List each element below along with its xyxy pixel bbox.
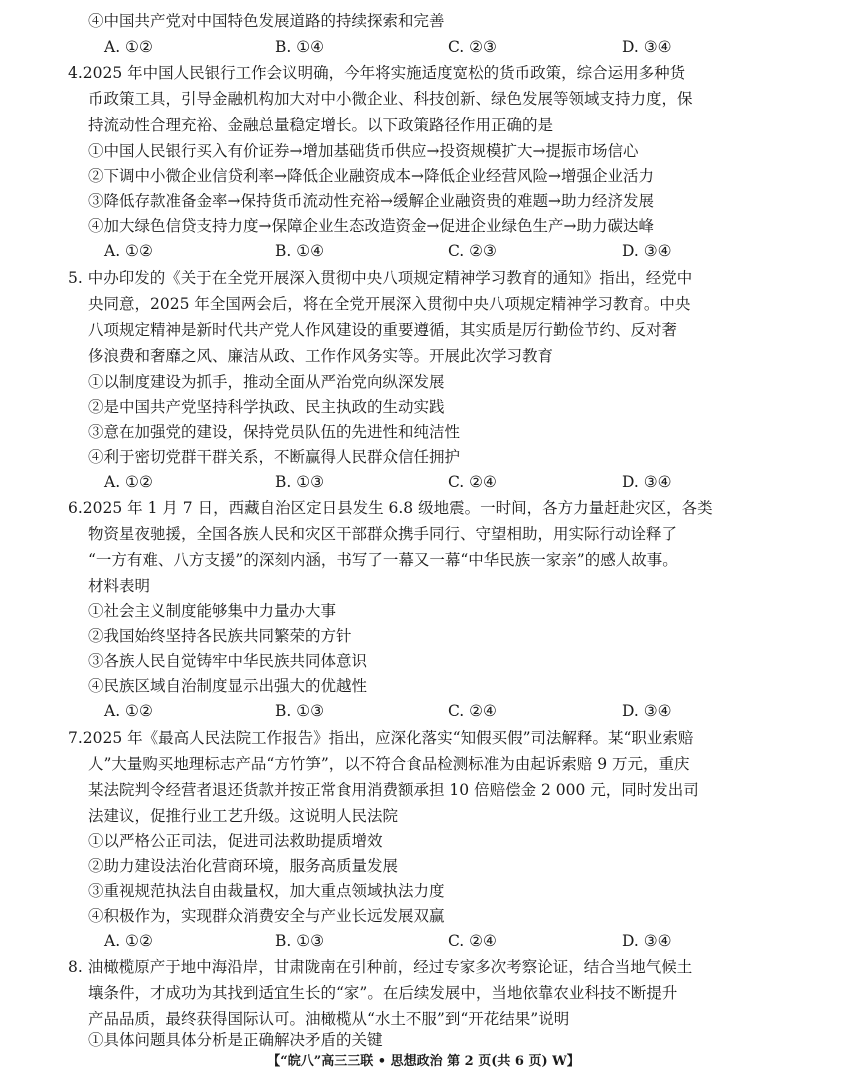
option-line: ①具体问题具体分析是正确解决矛盾的关键 — [88, 1031, 383, 1049]
answer-choices — [0, 471, 847, 493]
choice-c[interactable]: C. ②④ — [448, 702, 497, 720]
question-5-stem: 央同意，2025 年全国两会后，将在全党开展深入贯彻中央八项规定精神学习教育。中央 — [88, 295, 691, 313]
choice-b[interactable]: B. ①④ — [275, 38, 325, 56]
option-line: ③重视规范执法自由裁量权，加大重点领域执法力度 — [88, 882, 445, 900]
option-line: ②下调中小微企业信贷利率→降低企业融资成本→降低企业经营风险→增强企业活力 — [88, 167, 654, 185]
choice-a[interactable]: A. ①② — [104, 702, 153, 720]
option-line: ②助力建设法治化营商环境，服务高质量发展 — [88, 857, 399, 875]
question-5-stem: 5. 中办印发的《关于在全党开展深入贯彻中央八项规定精神学习教育的通知》指出，经党中 — [68, 269, 693, 287]
option-line: ④加大绿色信贷支持力度→保障企业生态改造资金→促进企业绿色生产→助力碳达峰 — [88, 217, 654, 235]
question-8-stem: 壤条件，才成功为其找到适宜生长的“家”。在后续发展中，当地依靠农业科技不断提升 — [88, 984, 678, 1002]
page-footer: 【“皖八”高三三联 • 思想政治 第 2 页(共 6 页) W】 — [267, 1054, 580, 1069]
option-line: ④利于密切党群干群关系，不断赢得人民群众信任拥护 — [88, 448, 461, 466]
choice-d[interactable]: D. ③④ — [622, 38, 672, 56]
question-6-stem: 物资星夜驰援，全国各族人民和灾区干部群众携手同行、守望相助，用实际行动诠释了 — [88, 525, 678, 543]
question-8-stem: 8. 油橄榄原产于地中海沿岸，甘肃陇南在引种前，经过专家多次考察论证，结合当地气候土 — [68, 958, 693, 976]
option-line: ④中国共产党对中国特色发展道路的持续探索和完善 — [88, 12, 445, 30]
option-line: ②我国始终坚持各民族共同繁荣的方针 — [88, 627, 352, 645]
answer-choices — [0, 36, 847, 58]
choice-c[interactable]: C. ②③ — [448, 38, 497, 56]
option-line: ③各族人民自觉铸牢中华民族共同体意识 — [88, 652, 368, 670]
choice-b[interactable]: B. ①④ — [275, 242, 325, 260]
choice-d[interactable]: D. ③④ — [622, 932, 672, 950]
question-6-stem: 6.2025 年 1 月 7 日，西藏自治区定日县发生 6.8 级地震。一时间，各方力量赶赴灾区，各类 — [68, 499, 713, 517]
choice-a[interactable]: A. ①② — [104, 38, 153, 56]
option-line: ③降低存款准备金率→保持货币流动性充裕→缓解企业融资贵的难题→助力经济发展 — [88, 192, 654, 210]
question-6-stem: 材料表明 — [88, 577, 151, 595]
choice-a[interactable]: A. ①② — [104, 932, 153, 950]
choice-a[interactable]: A. ①② — [104, 473, 153, 491]
question-7-stem: 某法院判令经营者退还货款并按正常食用消费额承担 10 倍赔偿金 2 000 元，同时发出司 — [88, 781, 699, 799]
question-5-stem: 侈浪费和奢靡之风、廉洁从政、工作作风务实等。开展此次学习教育 — [88, 347, 554, 365]
choice-c[interactable]: C. ②③ — [448, 242, 497, 260]
question-7-stem: 人”大量购买地理标志产品“方竹笋”，以不符合食品检测标准为由起诉索赔 9 万元，重庆 — [88, 755, 690, 773]
question-4-stem: 币政策工具，引导金融机构加大对中小微企业、科技创新、绿色发展等领域支持力度，保 — [88, 90, 693, 108]
answer-choices — [0, 240, 847, 262]
choice-c[interactable]: C. ②④ — [448, 473, 497, 491]
choice-d[interactable]: D. ③④ — [622, 702, 672, 720]
choice-b[interactable]: B. ①③ — [275, 473, 325, 491]
option-line: ①以严格公正司法，促进司法救助提质增效 — [88, 832, 383, 850]
option-line: ②是中国共产党坚持科学执政、民主执政的生动实践 — [88, 398, 445, 416]
choice-a[interactable]: A. ①② — [104, 242, 153, 260]
choice-c[interactable]: C. ②④ — [448, 932, 497, 950]
choice-b[interactable]: B. ①③ — [275, 702, 325, 720]
answer-choices — [0, 930, 847, 952]
question-4-stem: 持流动性合理充裕、金融总量稳定增长。以下政策路径作用正确的是 — [88, 116, 554, 134]
choice-b[interactable]: B. ①③ — [275, 932, 325, 950]
question-6-stem: “一方有难、八方支援”的深刻内涵，书写了一幕又一幕“中华民族一家亲”的感人故事。 — [88, 551, 678, 569]
option-line: ③意在加强党的建设，保持党员队伍的先进性和纯洁性 — [88, 423, 461, 441]
option-line: ④积极作为，实现群众消费安全与产业长远发展双赢 — [88, 907, 445, 925]
question-5-stem: 八项规定精神是新时代共产党人作风建设的重要遵循，其实质是厉行勤俭节约、反对奢 — [88, 321, 678, 339]
question-8-stem: 产品品质，最终获得国际认可。油橄榄从“水土不服”到“开花结果”说明 — [88, 1010, 570, 1028]
answer-choices — [0, 700, 847, 722]
option-line: ④民族区域自治制度显示出强大的优越性 — [88, 677, 368, 695]
question-4-stem: 4.2025 年中国人民银行工作会议明确，今年将实施适度宽松的货币政策，综合运用多种货 — [68, 64, 686, 82]
question-7-stem: 7.2025 年《最高人民法院工作报告》指出，应深化落实“知假买假”司法解释。某“职业索赔 — [68, 729, 694, 747]
choice-d[interactable]: D. ③④ — [622, 242, 672, 260]
question-7-stem: 法建议，促推行业工艺升级。这说明人民法院 — [88, 807, 399, 825]
option-line: ①社会主义制度能够集中力量办大事 — [88, 602, 337, 620]
option-line: ①以制度建设为抓手，推动全面从严治党向纵深发展 — [88, 373, 445, 391]
choice-d[interactable]: D. ③④ — [622, 473, 672, 491]
option-line: ①中国人民银行买入有价证券→增加基础货币供应→投资规模扩大→提振市场信心 — [88, 142, 639, 160]
